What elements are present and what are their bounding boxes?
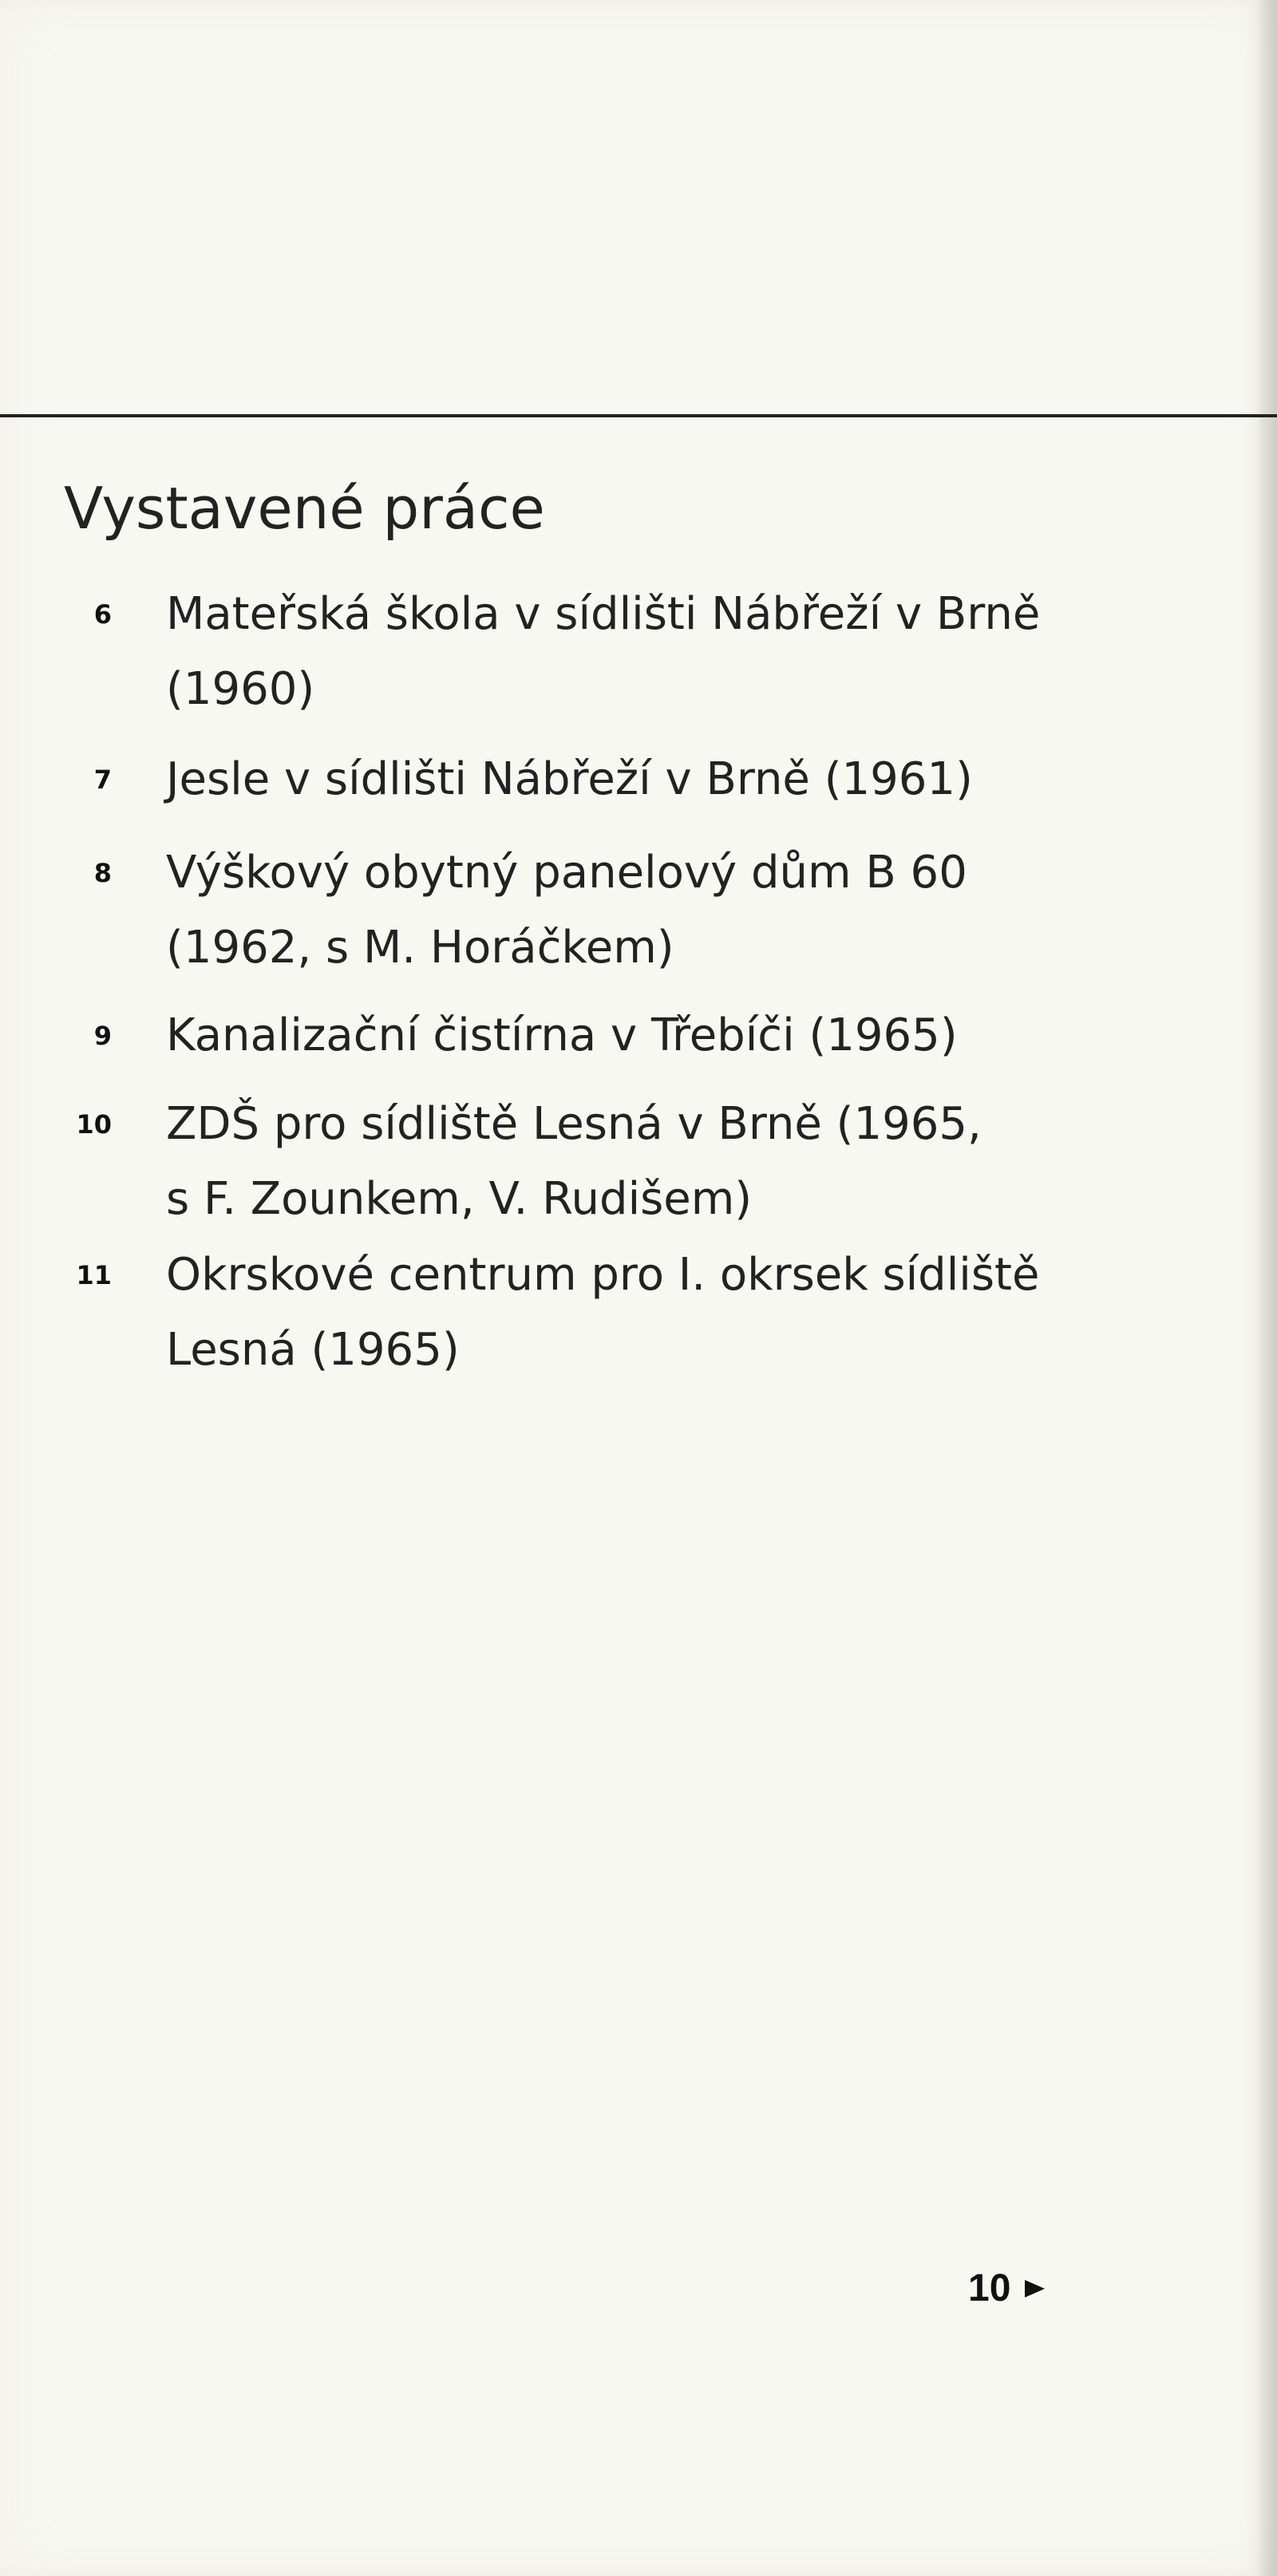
work-description-line: Jesle v sídlišti Nábřeží v Brně (1961) [166,753,973,805]
section-divider [0,414,1277,417]
work-list-item [0,1238,1277,1389]
work-description [166,836,1180,986]
work-description [166,577,1180,727]
work-description-line: Mateřská škola v sídlišti Nábřeží v Brně [166,588,1041,640]
page-footer [968,2266,1047,2312]
work-description-line: s F. Zounkem, V. Rudišem) [166,1173,753,1225]
work-description [166,1238,1180,1388]
section-title: Vystavené práce [64,475,545,542]
work-description-line: (1960) [166,663,315,715]
work-description-line: Lesná (1965) [166,1324,460,1376]
work-number: 9 [93,1021,112,1051]
work-number: 11 [76,1260,112,1290]
work-description [166,998,1180,1073]
page-number: 10 [968,2267,1011,2309]
work-number: 7 [93,765,112,795]
work-description [166,742,1180,817]
work-list-item [0,998,1277,1074]
work-description-line: Výškový obytný panelový dům B 60 [166,847,967,899]
work-list-item [0,1087,1277,1239]
work-list-item [0,836,1277,987]
work-description-line: Okrskové centrum pro I. okrsek sídliště [166,1249,1040,1301]
work-list-item [0,742,1277,818]
next-page-arrow-icon [1022,2276,1047,2301]
work-description [166,1087,1180,1237]
work-description-line: Kanalizační čistírna v Třebíči (1965) [166,1009,958,1061]
work-number: 8 [93,858,112,888]
work-number: 6 [93,599,112,630]
work-number: 10 [76,1109,112,1140]
work-list-item [0,577,1277,729]
work-description-line: ZDŠ pro sídliště Lesná v Brně (1965, [166,1098,982,1150]
work-description-line: (1962, s M. Horáčkem) [166,922,674,974]
